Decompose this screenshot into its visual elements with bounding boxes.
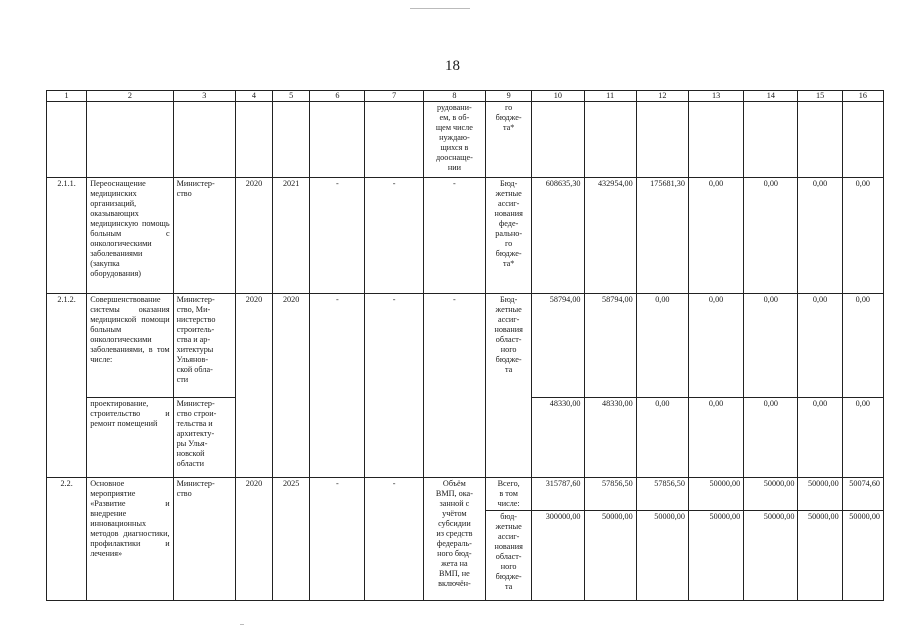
col7-cell: - xyxy=(365,178,423,294)
funding-source-cell: Всего, в том числе: xyxy=(486,478,532,511)
measure-name: Переоснащение медицинских организаций, оказывающих медицинскую помощь больным с онкологическими заболеваниями (закупка оборудования) xyxy=(87,178,173,294)
amount-cell: 58794,00 xyxy=(532,294,584,398)
col6-cell: - xyxy=(310,478,365,601)
measures-table xyxy=(46,90,884,601)
amount-cell: 0,00 xyxy=(842,294,883,398)
funding-source-cell: Бюд- жетные ассиг- нования област- ного бюдже- та xyxy=(486,294,532,478)
target-indicator-cell: рудовани- ем, в об- щем числе нуждаю- щихся в дооснаще- нии xyxy=(423,102,485,178)
end-year: 2025 xyxy=(273,478,310,601)
col-header: 11 xyxy=(584,91,636,102)
col-header: 9 xyxy=(486,91,532,102)
amount-cell: 0,00 xyxy=(744,178,798,294)
amount-cell: 0,00 xyxy=(688,294,743,398)
funding-source-cell: Бюд- жетные ассиг- нования феде- рально- го бюдже- та* xyxy=(486,178,532,294)
amount-cell: 50000,00 xyxy=(744,478,798,511)
amount-cell: 0,00 xyxy=(744,294,798,398)
item-number: 2.1.2. xyxy=(47,294,87,478)
col6-cell: - xyxy=(310,294,365,478)
amount-cell: 0,00 xyxy=(798,178,842,294)
funding-source-cell: бюд- жетные ассиг- нования област- ного бюдже- та xyxy=(486,511,532,601)
col8-cell: - xyxy=(423,178,485,294)
amount-cell: 50000,00 xyxy=(842,511,883,601)
amount-cell: 300000,00 xyxy=(532,511,584,601)
amount-cell: 0,00 xyxy=(798,294,842,398)
amount-cell: 0,00 xyxy=(636,294,688,398)
amount-cell: 50074,60 xyxy=(842,478,883,511)
col-header: 13 xyxy=(688,91,743,102)
table-row xyxy=(47,478,884,511)
measure-name: Совершенствование системы оказания медицинской помощи больным онкологическими заболеваниями, в том числе: xyxy=(87,294,173,398)
executor-cell: Министер- ство, Ми- нистерство строитель- ства и ар- хитектуры Ульянов- ской обла- сти xyxy=(173,294,235,398)
amount-cell: 57856,50 xyxy=(636,478,688,511)
col-header: 15 xyxy=(798,91,842,102)
scan-speck xyxy=(410,8,470,9)
executor-cell: Министер- ство строи- тельства и архитекту- ры Улья- новской области xyxy=(173,398,235,478)
amount-cell: 58794,00 xyxy=(584,294,636,398)
executor-cell: Министер- ство xyxy=(173,478,235,601)
measure-name: проектирование, строительство и ремонт помещений xyxy=(87,398,173,478)
amount-cell: 0,00 xyxy=(842,398,883,478)
col8-cell: - xyxy=(423,294,485,478)
amount-cell: 0,00 xyxy=(744,398,798,478)
measure-name: Основное мероприятие «Развитие и внедрение инновационных методов диагностики, профилактики и лечения» xyxy=(87,478,173,601)
start-year: 2020 xyxy=(235,178,272,294)
executor-cell: Министер- ство xyxy=(173,178,235,294)
column-number-row xyxy=(47,91,884,102)
item-number: 2.1.1. xyxy=(47,178,87,294)
col-header: 3 xyxy=(173,91,235,102)
col6-cell: - xyxy=(310,178,365,294)
table-row xyxy=(47,294,884,398)
col-header: 14 xyxy=(744,91,798,102)
continuation-row xyxy=(47,102,884,178)
funding-source-cell: го бюдже- та* xyxy=(486,102,532,178)
target-indicator-cell: Объём ВМП, ока- занной с учётом субсидии из средств федераль- ного бюд- жета на ВМП, не включён- xyxy=(423,478,485,601)
amount-cell: 50000,00 xyxy=(688,478,743,511)
start-year: 2020 xyxy=(235,478,272,601)
amount-cell: 0,00 xyxy=(688,178,743,294)
col-header: 8 xyxy=(423,91,485,102)
col-header: 7 xyxy=(365,91,423,102)
col-header: 5 xyxy=(273,91,310,102)
amount-cell: 0,00 xyxy=(842,178,883,294)
start-year: 2020 xyxy=(235,294,272,478)
amount-cell: 50000,00 xyxy=(744,511,798,601)
amount-cell: 50000,00 xyxy=(798,511,842,601)
amount-cell: 315787,60 xyxy=(532,478,584,511)
amount-cell: 50000,00 xyxy=(636,511,688,601)
amount-cell: 50000,00 xyxy=(798,478,842,511)
amount-cell: 608635,30 xyxy=(532,178,584,294)
amount-cell: 432954,00 xyxy=(584,178,636,294)
col-header: 1 xyxy=(47,91,87,102)
amount-cell: 48330,00 xyxy=(584,398,636,478)
col-header: 12 xyxy=(636,91,688,102)
col7-cell: - xyxy=(365,478,423,601)
scan-speck xyxy=(240,624,244,625)
amount-cell: 175681,30 xyxy=(636,178,688,294)
page-number: 18 xyxy=(445,58,460,74)
end-year: 2021 xyxy=(273,178,310,294)
amount-cell: 0,00 xyxy=(636,398,688,478)
col7-cell: - xyxy=(365,294,423,478)
amount-cell: 0,00 xyxy=(688,398,743,478)
end-year: 2020 xyxy=(273,294,310,478)
amount-cell: 0,00 xyxy=(798,398,842,478)
amount-cell: 57856,50 xyxy=(584,478,636,511)
item-number: 2.2. xyxy=(47,478,87,601)
col-header: 16 xyxy=(842,91,883,102)
col-header: 10 xyxy=(532,91,584,102)
amount-cell: 50000,00 xyxy=(584,511,636,601)
amount-cell: 48330,00 xyxy=(532,398,584,478)
col-header: 4 xyxy=(235,91,272,102)
col-header: 6 xyxy=(310,91,365,102)
amount-cell: 50000,00 xyxy=(688,511,743,601)
table-row xyxy=(47,178,884,294)
col-header: 2 xyxy=(87,91,173,102)
